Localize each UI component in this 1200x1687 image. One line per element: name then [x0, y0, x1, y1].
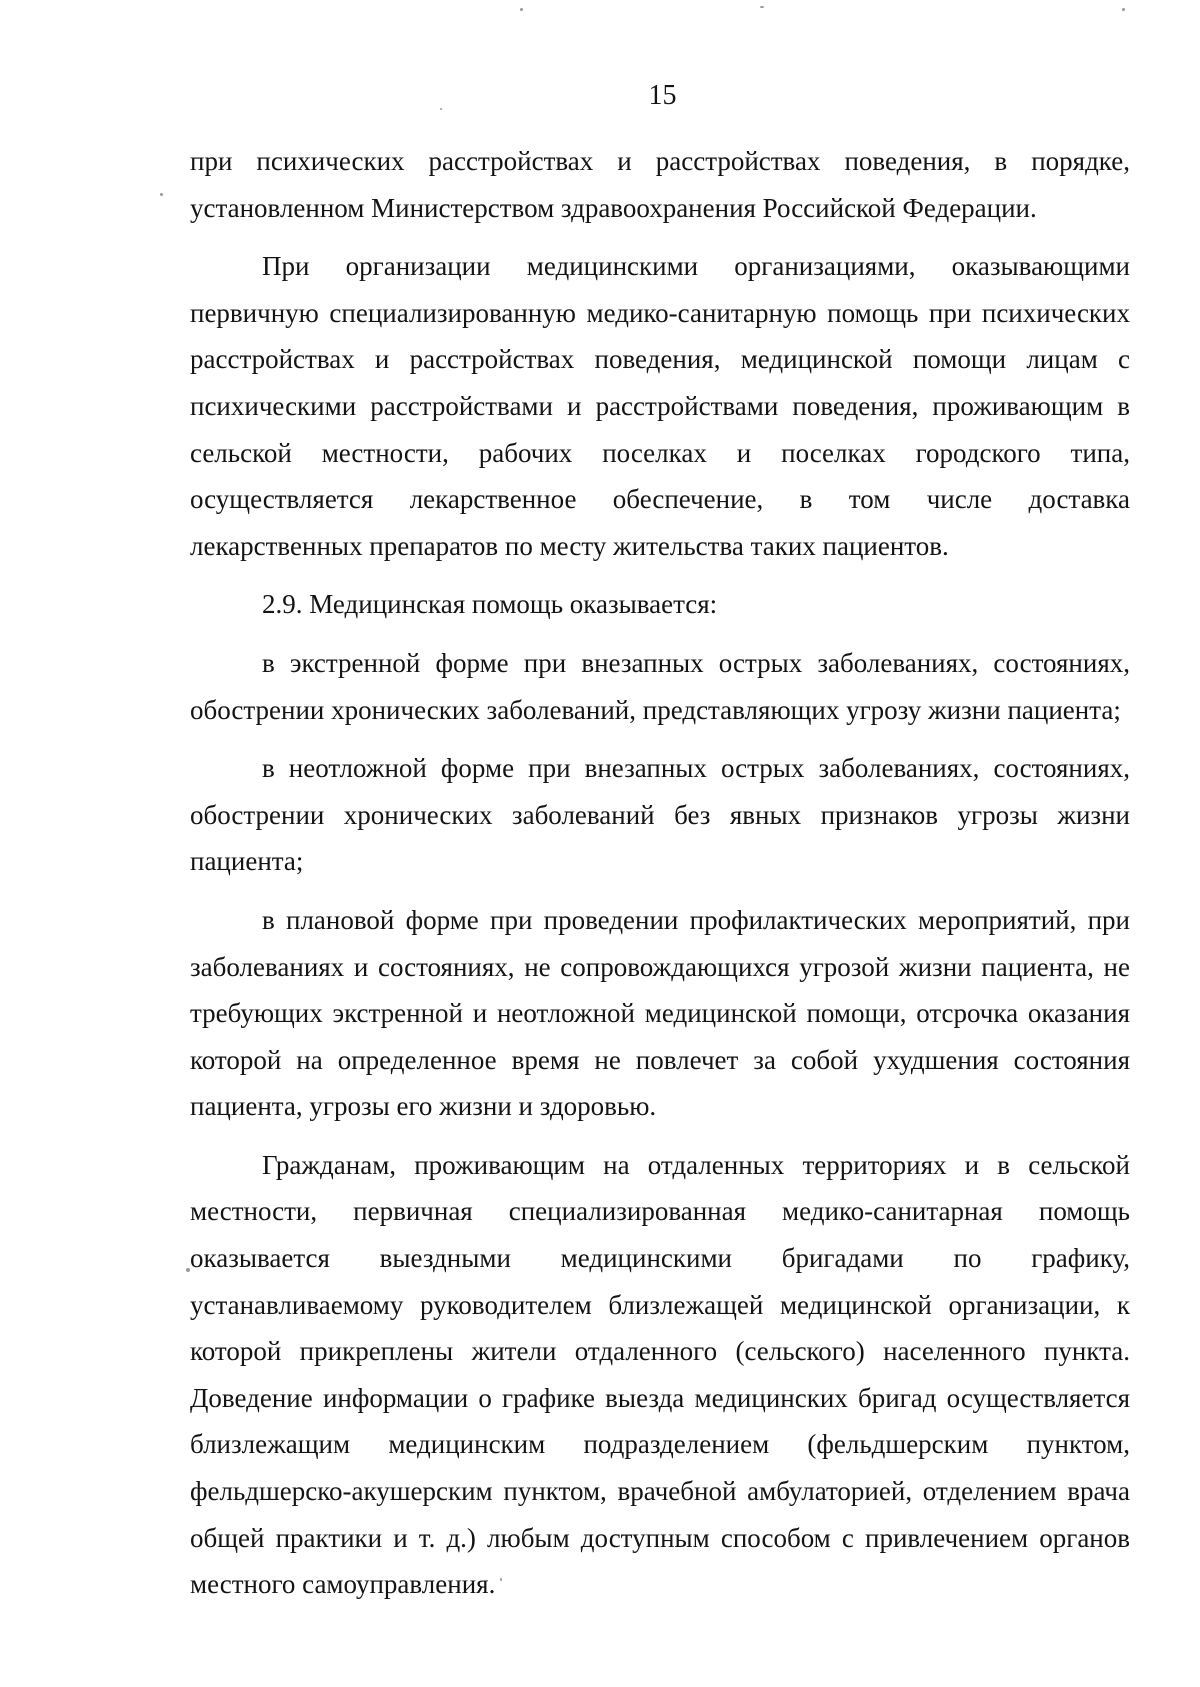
- paragraph-planned-form: в плановой форме при проведении профилактических мероприятий, при заболеваниях и состояниях, не сопровождающихся угрозой жизни пациента, не требующих экстренной и неотложной медицинской помощи, отсрочка оказания которой на определенное время не повлечет за собой ухудшения состояния пациента, угрозы его жизни и здоровью.: [190, 904, 1130, 1122]
- scan-speck: [160, 193, 163, 196]
- scan-speck: [1122, 8, 1125, 11]
- scan-speck: [760, 6, 764, 8]
- section-heading-2-9: 2.9. Медицинская помощь оказывается:: [262, 589, 718, 620]
- paragraph-mobile-teams: Гражданам, проживающим на отдаленных территориях и в сельской местности, первичная специализированная медико-санитарная помощь оказывается выездными медицинскими бригадами по графику, устанавливаемому руководителем близлежащей медицинской организации, к которой прикреплены жители отдаленного (сельского) населенного пункта. Доведение информации о графике выезда медицинских бригад осуществляется близлежащим медицинским подразделением (фельдшерским пунктом, фельдшерско-акушерским пунктом, врачебной амбулаторией, отделением врача общей практики и т. д.) любым доступным способом с привлечением органов местного самоуправления.: [190, 1149, 1130, 1600]
- scan-speck: [520, 8, 523, 11]
- paragraph-emergency-form: в экстренной форме при внезапных острых заболеваниях, состояниях, обострении хронических заболеваний, представляющих угрозу жизни пациента;: [190, 647, 1130, 725]
- paragraph-continuation: при психических расстройствах и расстройствах поведения, в порядке, установленном Министерством здравоохранения Российской Федерации.: [190, 146, 1130, 223]
- paragraph-drug-provision: При организации медицинскими организациями, оказывающими первичную специализированную медико-санитарную помощь при психических расстройствах и расстройствах поведения, медицинской помощи лицам с психическими расстройствами и расстройствами поведения, проживающим в сельской местности, рабочих поселках и поселках городского типа, осуществляется лекарственное обеспечение, в том числе доставка лекарственных препаратов по месту жительства таких пациентов.: [190, 251, 1130, 561]
- page-number: 15: [648, 80, 677, 111]
- document-body: [190, 138, 1130, 1608]
- paragraph-urgent-form: в неотложной форме при внезапных острых заболеваниях, состояниях, обострении хронических заболеваний без явных признаков угрозы жизни пациента;: [190, 753, 1130, 877]
